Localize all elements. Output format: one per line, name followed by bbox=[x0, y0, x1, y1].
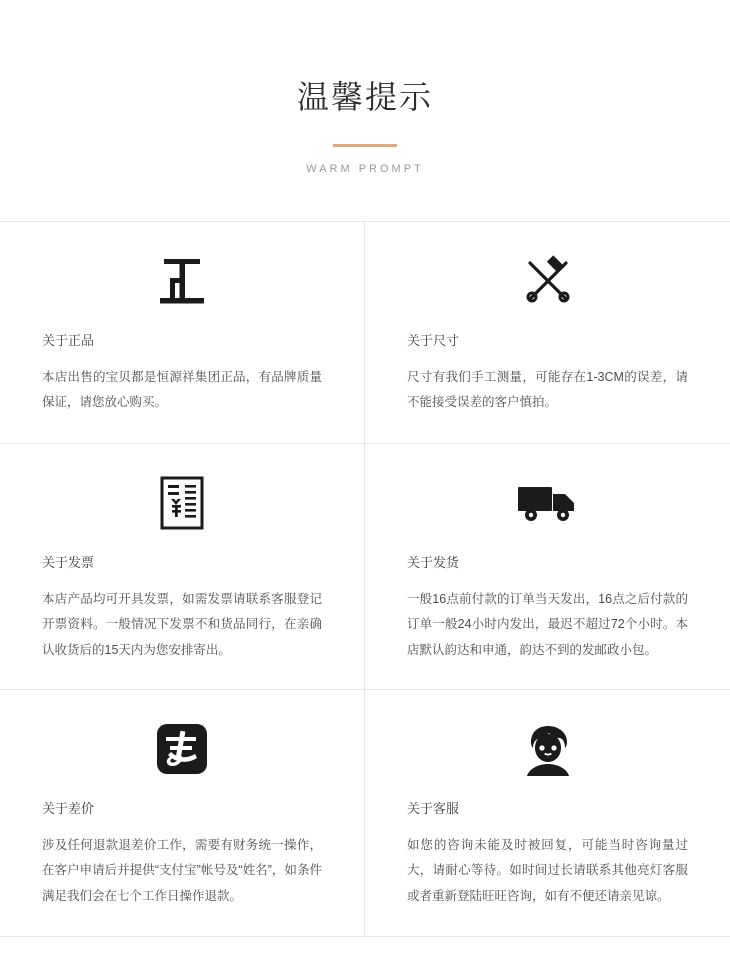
prompt-grid bbox=[0, 221, 730, 936]
prompt-cell-customer-service bbox=[365, 690, 730, 936]
prompt-title: 关于尺寸 bbox=[407, 333, 460, 349]
prompt-body: 本店出售的宝贝都是恒源祥集团正品，有品牌质量保证，请您放心购买。 bbox=[42, 369, 322, 410]
page-subtitle: WARM PROMPT bbox=[306, 163, 424, 176]
prompt-title: 关于差价 bbox=[42, 801, 95, 817]
delivery-truck-icon bbox=[407, 470, 688, 536]
prompt-title: 关于客服 bbox=[407, 801, 460, 817]
authentic-character-icon bbox=[42, 248, 322, 314]
prompt-cell-shipping bbox=[365, 444, 730, 690]
alipay-icon bbox=[42, 716, 322, 782]
prompt-body: 如您的咨询未能及时被回复，可能当时咨询量过大，请耐心等待。如时间过长请联系其他亮灯客服或者重新登陆旺旺咨询，如有不便还请亲见谅。 bbox=[407, 837, 688, 903]
prompt-title: 关于发票 bbox=[42, 555, 95, 571]
prompt-body: 一般16点前付款的订单当天发出，16点之后付款的订单一般24小时内发出，最迟不超过72个小时。本店默认韵达和申通，韵达不到的发邮政小包。 bbox=[407, 591, 688, 657]
title-underline-accent bbox=[333, 144, 397, 147]
prompt-cell-invoice bbox=[0, 444, 365, 690]
prompt-body: 本店产品均可开具发票，如需发票请联系客服登记开票资料。一般情况下发票不和货品同行，在亲确认收货后的15天内为您安排寄出。 bbox=[42, 591, 322, 657]
customer-service-avatar-icon bbox=[407, 716, 688, 782]
prompt-body: 尺寸有我们手工测量，可能存在1-3CM的误差，请不能接受误差的客户慎拍。 bbox=[407, 369, 688, 410]
prompt-cell-authentic bbox=[0, 222, 365, 444]
ruler-scissors-icon bbox=[407, 248, 688, 314]
invoice-icon bbox=[42, 470, 322, 536]
prompt-body: 涉及任何退款退差价工作，需要有财务统一操作，在客户申请后并提供“支付宝”帐号及“姓名”，如条件满足我们会在七个工作日操作退款。 bbox=[42, 837, 322, 903]
page-header bbox=[0, 0, 730, 175]
page-title: 温馨提示 bbox=[296, 79, 433, 115]
prompt-title: 关于正品 bbox=[42, 333, 95, 349]
prompt-cell-size bbox=[365, 222, 730, 444]
prompt-cell-price-difference bbox=[0, 690, 365, 936]
prompt-title: 关于发货 bbox=[407, 555, 460, 571]
